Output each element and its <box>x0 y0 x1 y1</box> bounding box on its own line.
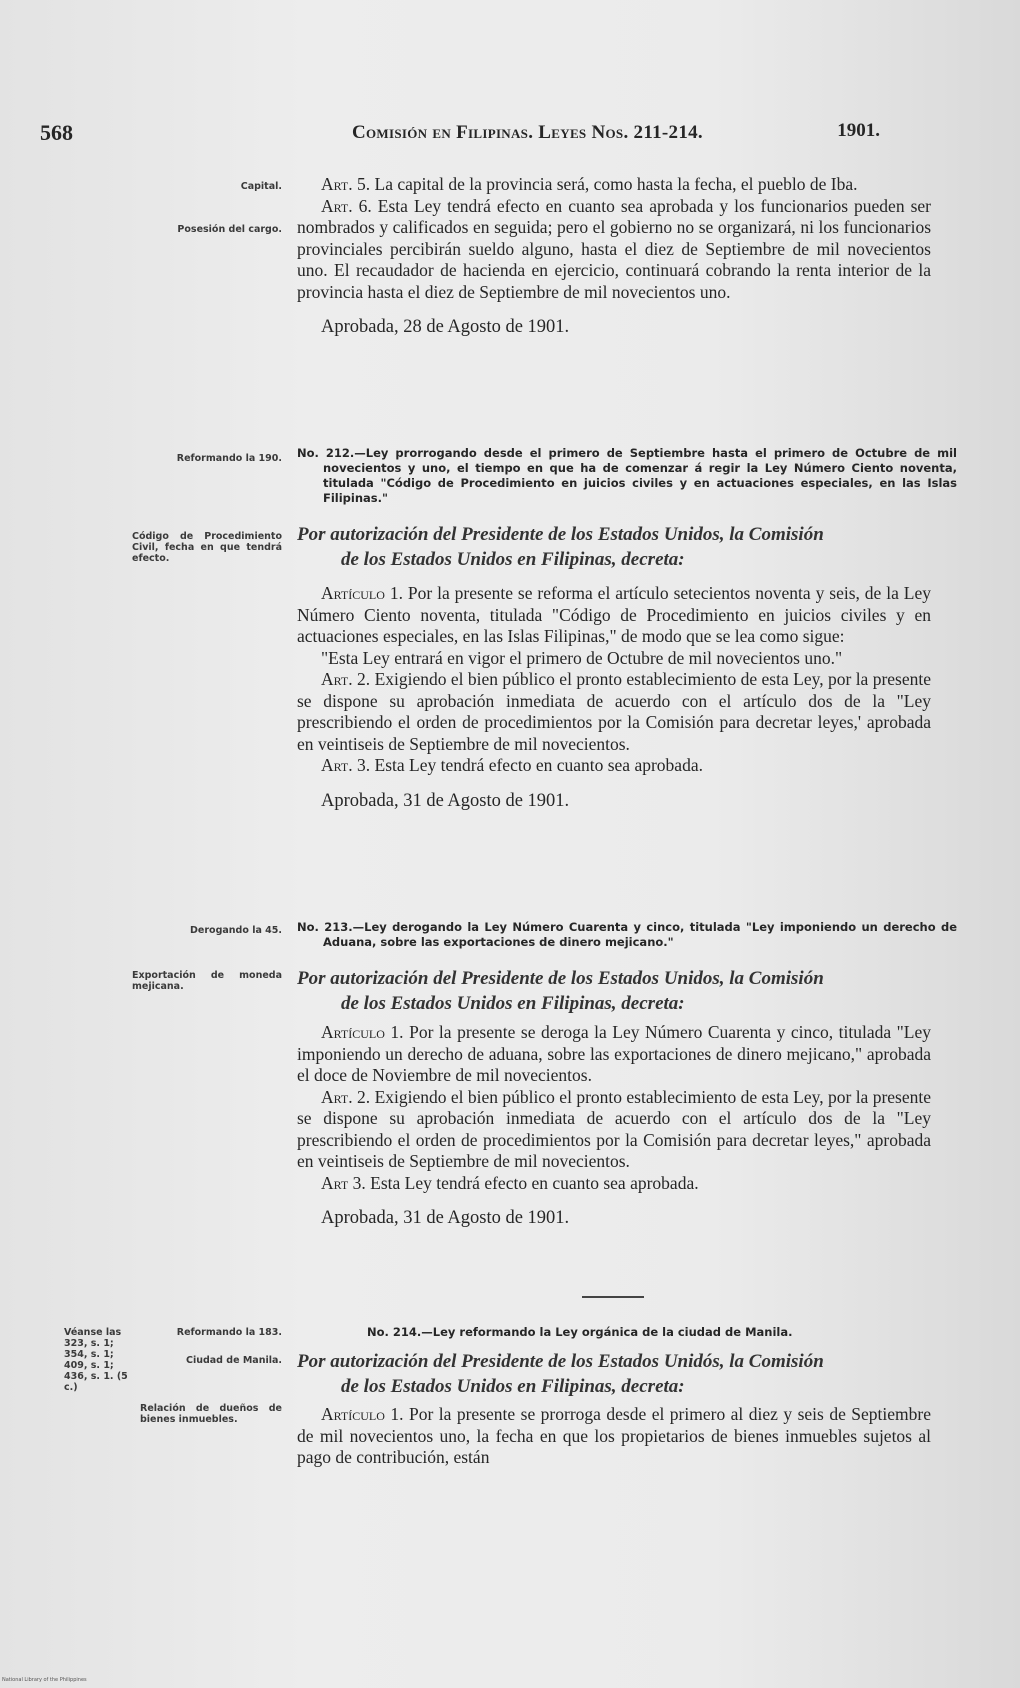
article-6: Art. 6. Esta Ley tendrá efecto en cuanto sea aprobada y los funcionarios pueden ser nombrados y calificados en seguida; pero el gobierno no se organizará, ni los funcionarios provinciales percibirán sueldo alguno, hasta el diez de Septiembre de mil novecientos uno. El recaudador de hacienda en ejercicio, continuará cobrando la renta interior de la provincia hasta el diez de Septiembre de mil novecientos uno. <box>297 195 931 302</box>
law-213-title: No. 213.—Ley derogando la Ley Número Cuarenta y cinco, titulada "Ley imponiendo un derecho de Aduana, sobre las exportaciones de dinero mejicano." <box>297 920 957 949</box>
margin-note-ciudad: Ciudad de Manila. <box>185 1355 282 1366</box>
margin-note-reform-183: Reformando la 183. <box>176 1327 282 1338</box>
article-2: Art. 2. Exigiendo el bien público el pronto establecimiento de esta Ley, por la presente se dispone su aprobación inmediata de acuerdo con el artículo dos de la "Ley prescribiendo el orden de procedimientos por la Comisión para decretar leyes," aprobada en veintiseis de Septiembre de mil novecientos. <box>297 1086 932 1171</box>
page-header <box>40 120 880 150</box>
law-212-body <box>297 583 931 812</box>
article-3: Art. 3. Esta Ley tendrá efecto en cuanto sea aprobada. <box>321 755 703 775</box>
law-214-enacting-clause: Por autorización del Presidente de los Estados Unidós, la Comisión de los Estados Unidos en Filipinas, decreta: <box>297 1351 824 1397</box>
article-5: Art. 5. La capital de la provincia será, como hasta la fecha, el pueblo de Iba. <box>321 174 858 194</box>
article-2: Art. 2. Exigiendo el bien público el pronto establecimiento de esta Ley, por la presente se dispone su aprobación inmediata de acuerdo con el artículo dos de la "Ley prescribiendo el orden de procedimientos por la Comisión para decretar leyes,' aprobada en veintiseis de Septiembre de mil novecientos. <box>297 669 932 754</box>
margin-note-derog-45: Derogando la 45. <box>190 925 282 936</box>
law-211-body <box>297 174 931 339</box>
margin-note-reform-190: Reformando la 190. <box>176 453 282 464</box>
see-also-note: Véanse las 323, s. 1; 354, s. 1; 409, s. 1; 436, s. 1. (5 c.) <box>64 1327 128 1393</box>
page-number: 568 <box>40 120 73 145</box>
article-3: Art 3. Esta Ley tendrá efecto en cuanto sea aprobada. <box>321 1172 699 1193</box>
margin-note-codigo: Código de Procedimiento Civil, fecha en que tendrá efecto. <box>132 531 282 564</box>
running-title: Comisión en Filipinas. Leyes Nos. 211-214. <box>352 122 703 143</box>
approval-date: Aprobada, 31 de Agosto de 1901. <box>321 1208 570 1228</box>
margin-note-relacion: Relación de dueños de bienes inmuebles. <box>140 1403 282 1425</box>
margin-note-capital: Capital. <box>240 181 282 192</box>
margin-note-export: Exportación de moneda mejicana. <box>132 970 282 992</box>
scan-footer: National Library of the Philippines <box>2 1677 87 1683</box>
article-1: Artículo 1. Por la presente se reforma el artículo setecientos noventa y seis, de la Ley Número Ciento noventa, titulada "Código de Procedimiento en juicios civiles y en actuaciones especiales, en las Islas Filipinas," de modo que se lea como sigue: <box>297 583 931 646</box>
law-212-enacting-clause: Por autorización del Presidente de los Estados Unidos, la Comisión de los Estados Unidos en Filipinas, decreta: <box>297 524 824 570</box>
article-1: Artículo 1. Por la presente se prorroga desde el primero al diez y seis de Septiembre de mil novecientos uno, la fecha en que los propietarios de bienes inmuebles sujetos al pago de contribución, están <box>297 1404 931 1467</box>
law-214-body <box>297 1404 931 1469</box>
law-212-title: No. 212.—Ley prorrogando desde el primero de Septiembre hasta el primero de Octubre de mil novecientos y uno, el tiempo en que ha de comenzar á regir la Ley Número Ciento noventa, titulada "Código de Procedimiento en juicios civiles y en actuaciones especiales, en las Islas Filipinas." <box>297 446 957 505</box>
section-divider <box>582 1296 644 1298</box>
header-year: 1901. <box>837 120 880 141</box>
approval-date: Aprobada, 31 de Agosto de 1901. <box>321 790 570 811</box>
law-214-title: No. 214.—Ley reformando la Ley orgánica de la ciudad de Manila. <box>367 1325 793 1339</box>
law-213-enacting-clause: Por autorización del Presidente de los Estados Unidos, la Comisión de los Estados Unidos en Filipinas, decreta: <box>297 968 824 1014</box>
approval-date: Aprobada, 28 de Agosto de 1901. <box>321 317 570 337</box>
margin-note-posesion: Posesión del cargo. <box>177 224 282 235</box>
law-213-body <box>297 1022 931 1230</box>
quoted-text: "Esta Ley entrará en vigor el primero de Octubre de mil novecientos uno." <box>321 647 843 668</box>
article-1: Artículo 1. Por la presente se deroga la Ley Número Cuarenta y cinco, titulada "Ley imponiendo un derecho de aduana, sobre las exportaciones de dinero mejicano," aprobada el doce de Noviembre de mil novecientos. <box>297 1022 931 1085</box>
